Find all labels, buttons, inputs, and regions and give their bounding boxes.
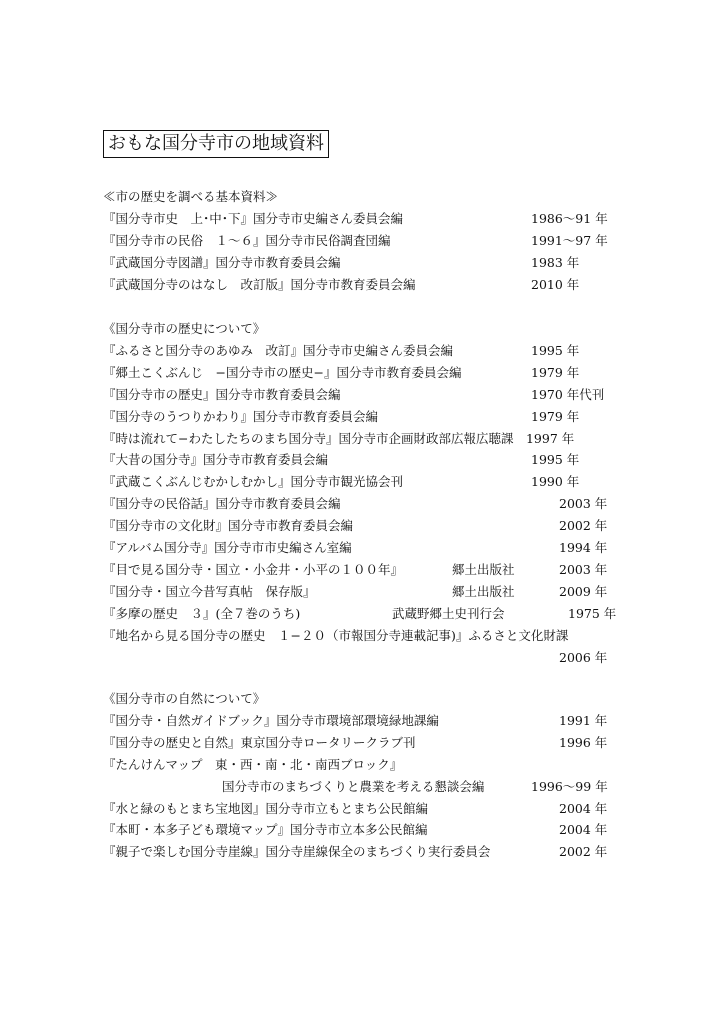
entry-title: 『国分寺・国立今昔写真帖 保存版』 <box>103 583 316 599</box>
document-title: おもな国分寺市の地域資料 <box>103 130 329 158</box>
reference-entry <box>0 559 725 581</box>
reference-entry <box>0 776 725 798</box>
entry-year: 2010 年 <box>531 276 580 292</box>
entry-title: 『水と緑のもとまち宝地図』国分寺市立もとまち公民館編 <box>103 800 429 816</box>
entry-publisher: 武蔵野郷土史刊行会 <box>392 605 505 621</box>
reference-entry <box>0 230 725 252</box>
reference-entry <box>0 493 725 515</box>
reference-entry <box>0 208 725 230</box>
entry-year: 1970 年代刊 <box>531 386 605 402</box>
entry-title: 『多摩の歴史 ３』(全７巻のうち) <box>103 605 301 621</box>
entry-year: 2002 年 <box>559 844 608 860</box>
entry-year: 2003 年 <box>559 561 608 577</box>
entry-year: 2004 年 <box>559 822 608 838</box>
reference-entry <box>0 340 725 362</box>
entry-title: 『地名から見る国分寺の歴史 １−２０（市報国分寺連載記事)』ふるさと文化財課 <box>103 627 569 643</box>
entry-year: 1979 年 <box>531 364 580 380</box>
reference-entry <box>0 732 725 754</box>
entry-title: 『国分寺・自然ガイドブック』国分寺市環境部環境緑地課編 <box>103 712 439 728</box>
reference-entry <box>0 515 725 537</box>
entry-title: 『郷土こくぶんじ −国分寺市の歴史−』国分寺市教育委員会編 <box>103 364 462 380</box>
reference-entry <box>0 406 725 428</box>
entry-title: 『国分寺市史 上･中･下』国分寺市史編さん委員会編 <box>103 210 404 226</box>
entry-title: 『国分寺市の歴史』国分寺市教育委員会編 <box>103 386 341 402</box>
entry-title: 『武蔵こくぶんじむかしむかし』国分寺市観光協会刊 <box>103 474 404 490</box>
entry-year: 1996 年 <box>559 734 608 750</box>
reference-entry <box>0 841 725 863</box>
reference-entry <box>0 537 725 559</box>
entry-year: 2002 年 <box>559 518 608 534</box>
entry-year: 1975 年 <box>568 605 617 621</box>
section-heading: ≪市の歴史を調べる基本資料≫ <box>103 189 279 204</box>
entry-title: 『時は流れて−わたしたちのまち国分寺』国分寺市企画財政部広報広聴課 1997 年 <box>103 430 575 446</box>
entry-title: 『アルバム国分寺』国分寺市市史編さん室編 <box>103 540 352 555</box>
entry-year: 1991〜97 年 <box>531 232 608 248</box>
entry-title: 『親子で楽しむ国分寺崖線』国分寺崖線保全のまちづくり実行委員会 <box>103 844 491 860</box>
reference-entry <box>0 428 725 450</box>
reference-entry <box>0 449 725 471</box>
entry-title: 『国分寺のうつりかわり』国分寺市教育委員会編 <box>103 408 379 424</box>
reference-entry <box>0 274 725 296</box>
entry-title: 『武蔵国分寺のはなし 改訂版』国分寺市教育委員会編 <box>103 276 416 292</box>
reference-entry <box>0 819 725 841</box>
reference-entry <box>0 798 725 820</box>
reference-entry <box>0 647 725 669</box>
entry-title: 国分寺市のまちづくりと農業を考える懇談会編 <box>222 778 485 794</box>
reference-entry <box>0 625 725 647</box>
reference-entry <box>0 252 725 274</box>
reference-entry <box>0 754 725 776</box>
section-heading: 《国分寺市の自然について》 <box>103 691 266 706</box>
entry-title: 『本町・本多子ども環境マップ』国分寺市立本多公民館編 <box>103 822 428 838</box>
entry-year: 2003 年 <box>559 496 608 512</box>
entry-year: 2009 年 <box>559 583 608 599</box>
entry-year: 1986〜91 年 <box>531 210 608 226</box>
entry-year: 1995 年 <box>531 342 580 358</box>
entry-year: 1979 年 <box>531 408 580 424</box>
entry-title: 『国分寺の歴史と自然』東京国分寺ロータリークラブ刊 <box>103 734 416 750</box>
entry-year: 1990 年 <box>531 474 580 490</box>
entry-title: 『ふるさと国分寺のあゆみ 改訂』国分寺市史編さん委員会編 <box>103 342 454 358</box>
entry-title: 『武蔵国分寺図譜』国分寺市教育委員会編 <box>103 254 341 270</box>
entry-year: 1996〜99 年 <box>531 778 608 794</box>
entry-title: 『大昔の国分寺』国分寺市教育委員会編 <box>103 452 329 468</box>
entry-year: 2004 年 <box>559 800 608 816</box>
entry-title: 『国分寺市の民俗 １〜６』国分寺市民俗調査団編 <box>103 232 391 248</box>
reference-entry <box>0 471 725 493</box>
entry-publisher: 郷土出版社 <box>452 583 515 599</box>
reference-entry <box>0 710 725 732</box>
reference-entry <box>0 384 725 406</box>
section-heading: 《国分寺市の歴史について》 <box>103 321 266 336</box>
entry-title: 『目で見る国分寺・国立・小金井・小平の１００年』 <box>103 561 404 577</box>
reference-entry <box>0 581 725 603</box>
entry-publisher: 郷土出版社 <box>452 561 515 577</box>
reference-entry <box>0 362 725 384</box>
entry-year: 1983 年 <box>531 254 580 270</box>
entry-year: 1994 年 <box>559 540 608 555</box>
reference-entry <box>0 603 725 625</box>
entry-year: 1995 年 <box>531 452 580 468</box>
entry-year: 1991 年 <box>559 712 608 728</box>
entry-year: 2006 年 <box>559 649 608 665</box>
entry-title: 『国分寺の民俗話』国分寺市教育委員会編 <box>103 496 341 512</box>
entry-title: 『たんけんマップ 東・西・南・北・南西ブロック』 <box>103 756 403 772</box>
entry-title: 『国分寺市の文化財』国分寺市教育委員会編 <box>103 518 354 534</box>
